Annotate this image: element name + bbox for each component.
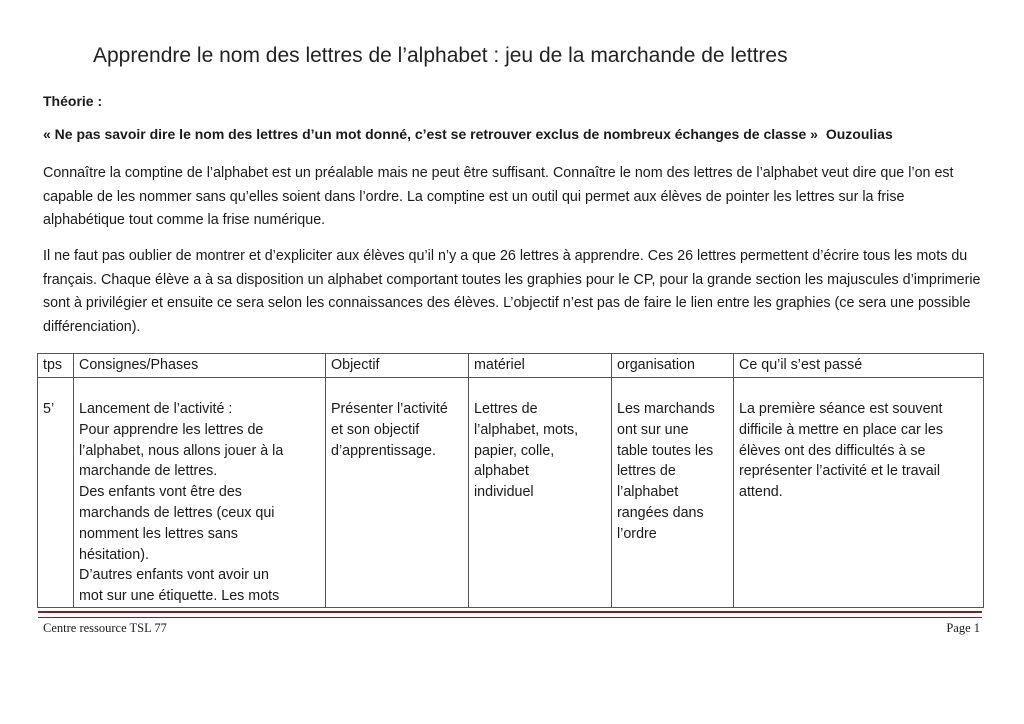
consignes-heading: Lancement de l’activité :: [79, 401, 233, 417]
cell-objectif: [326, 378, 469, 608]
objectif-line: et son objectif: [331, 421, 420, 438]
consignes-line: D’autres enfants vont avoir un: [79, 567, 269, 584]
materiel-line: alphabet: [474, 463, 529, 480]
passe-line: difficile à mettre en place car les: [739, 421, 943, 438]
cell-materiel: [469, 378, 612, 608]
theory-heading: Théorie :: [43, 93, 103, 109]
consignes-line: Des enfants vont être des: [79, 484, 242, 501]
organisation-line: rangées dans: [617, 504, 704, 521]
organisation-line: Les marchands: [617, 401, 715, 417]
cell-organisation: [612, 378, 734, 608]
passe-line: représenter l’activité et le travail: [739, 463, 941, 480]
consignes-line: hésitation).: [79, 546, 149, 563]
organisation-line: lettres de: [617, 463, 676, 480]
consignes-line: Pour apprendre les lettres de: [79, 421, 264, 438]
organisation-line: ont sur une: [617, 421, 689, 438]
cell-consignes: [74, 378, 326, 608]
consignes-line: nomment les lettres sans: [79, 525, 238, 542]
materiel-line: individuel: [474, 484, 534, 501]
passe-line: La première séance est souvent: [739, 401, 943, 417]
organisation-line: table toutes les: [617, 442, 714, 459]
consignes-line: mot sur une étiquette. Les mots: [79, 588, 280, 605]
organisation-line: l’alphabet: [617, 484, 679, 501]
table-header-row: [38, 354, 984, 378]
objectif-line: Présenter l’activité: [331, 401, 448, 417]
quote-author: Ouzoulias: [825, 126, 893, 142]
consignes-line: marchands de lettres (ceux qui: [79, 504, 275, 521]
header-organisation: organisation: [612, 354, 734, 378]
header-consignes: Consignes/Phases: [74, 354, 326, 378]
consignes-line: l’alphabet, nous allons jouer à la: [79, 442, 284, 459]
cell-passe: [734, 378, 984, 608]
passe-line: élèves ont des difficultés à se: [739, 442, 926, 459]
paragraph-2: Il ne faut pas oublier de montrer et d’expliciter aux élèves qu’il n’y a que 26 lettres à apprendre. Ces 26 lettres permettent d’écrire tous les mots du français. Chaque élève a à sa disposition un alphabet comportant toutes les graphies pour le CP, pour la grande section les majuscules d’imprimerie sont à privilégier et ensuite ce sera selon les connaissances des élèves. L’objectif n’est pas de faire le lien entre les graphies (ce sera une possible différenciation).: [43, 248, 981, 335]
header-passe: Ce qu’il s’est passé: [734, 354, 984, 378]
materiel-line: l’alphabet, mots,: [474, 421, 579, 438]
footer-rule: [38, 611, 982, 618]
header-tps: tps: [38, 354, 74, 378]
header-materiel: matériel: [469, 354, 612, 378]
consignes-line: marchande de lettres.: [79, 463, 218, 480]
objectif-line: d’apprentissage.: [331, 442, 436, 459]
phases-table: [37, 353, 984, 608]
quote-text: « Ne pas savoir dire le nom des lettres d’un mot donné, c’est se retrouver exclus de nombreux échanges de classe »: [43, 126, 818, 142]
paragraph-1: Connaître la comptine de l’alphabet est un préalable mais ne peut être suffisant. Connaître le nom des lettres de l’alphabet veut dire que l’on est capable de les nommer sans qu’elles soient dans l’ordre. La comptine est un outil qui permet aux élèves de pointer les lettres sur la frise alphabétique tout comme la frise numérique.: [43, 165, 954, 228]
organisation-line: l’ordre: [617, 525, 657, 542]
materiel-line: papier, colle,: [474, 442, 555, 459]
passe-line: attend.: [739, 484, 783, 501]
quote: [43, 126, 893, 142]
table-row: [38, 378, 984, 608]
page-number: Page 1: [946, 621, 980, 635]
footer-source: Centre ressource TSL 77: [43, 621, 167, 635]
materiel-line: Lettres de: [474, 401, 538, 417]
page-title: Apprendre le nom des lettres de l’alphabet : jeu de la marchande de lettres: [93, 44, 788, 67]
cell-tps: 5’: [38, 378, 74, 608]
header-objectif: Objectif: [326, 354, 469, 378]
